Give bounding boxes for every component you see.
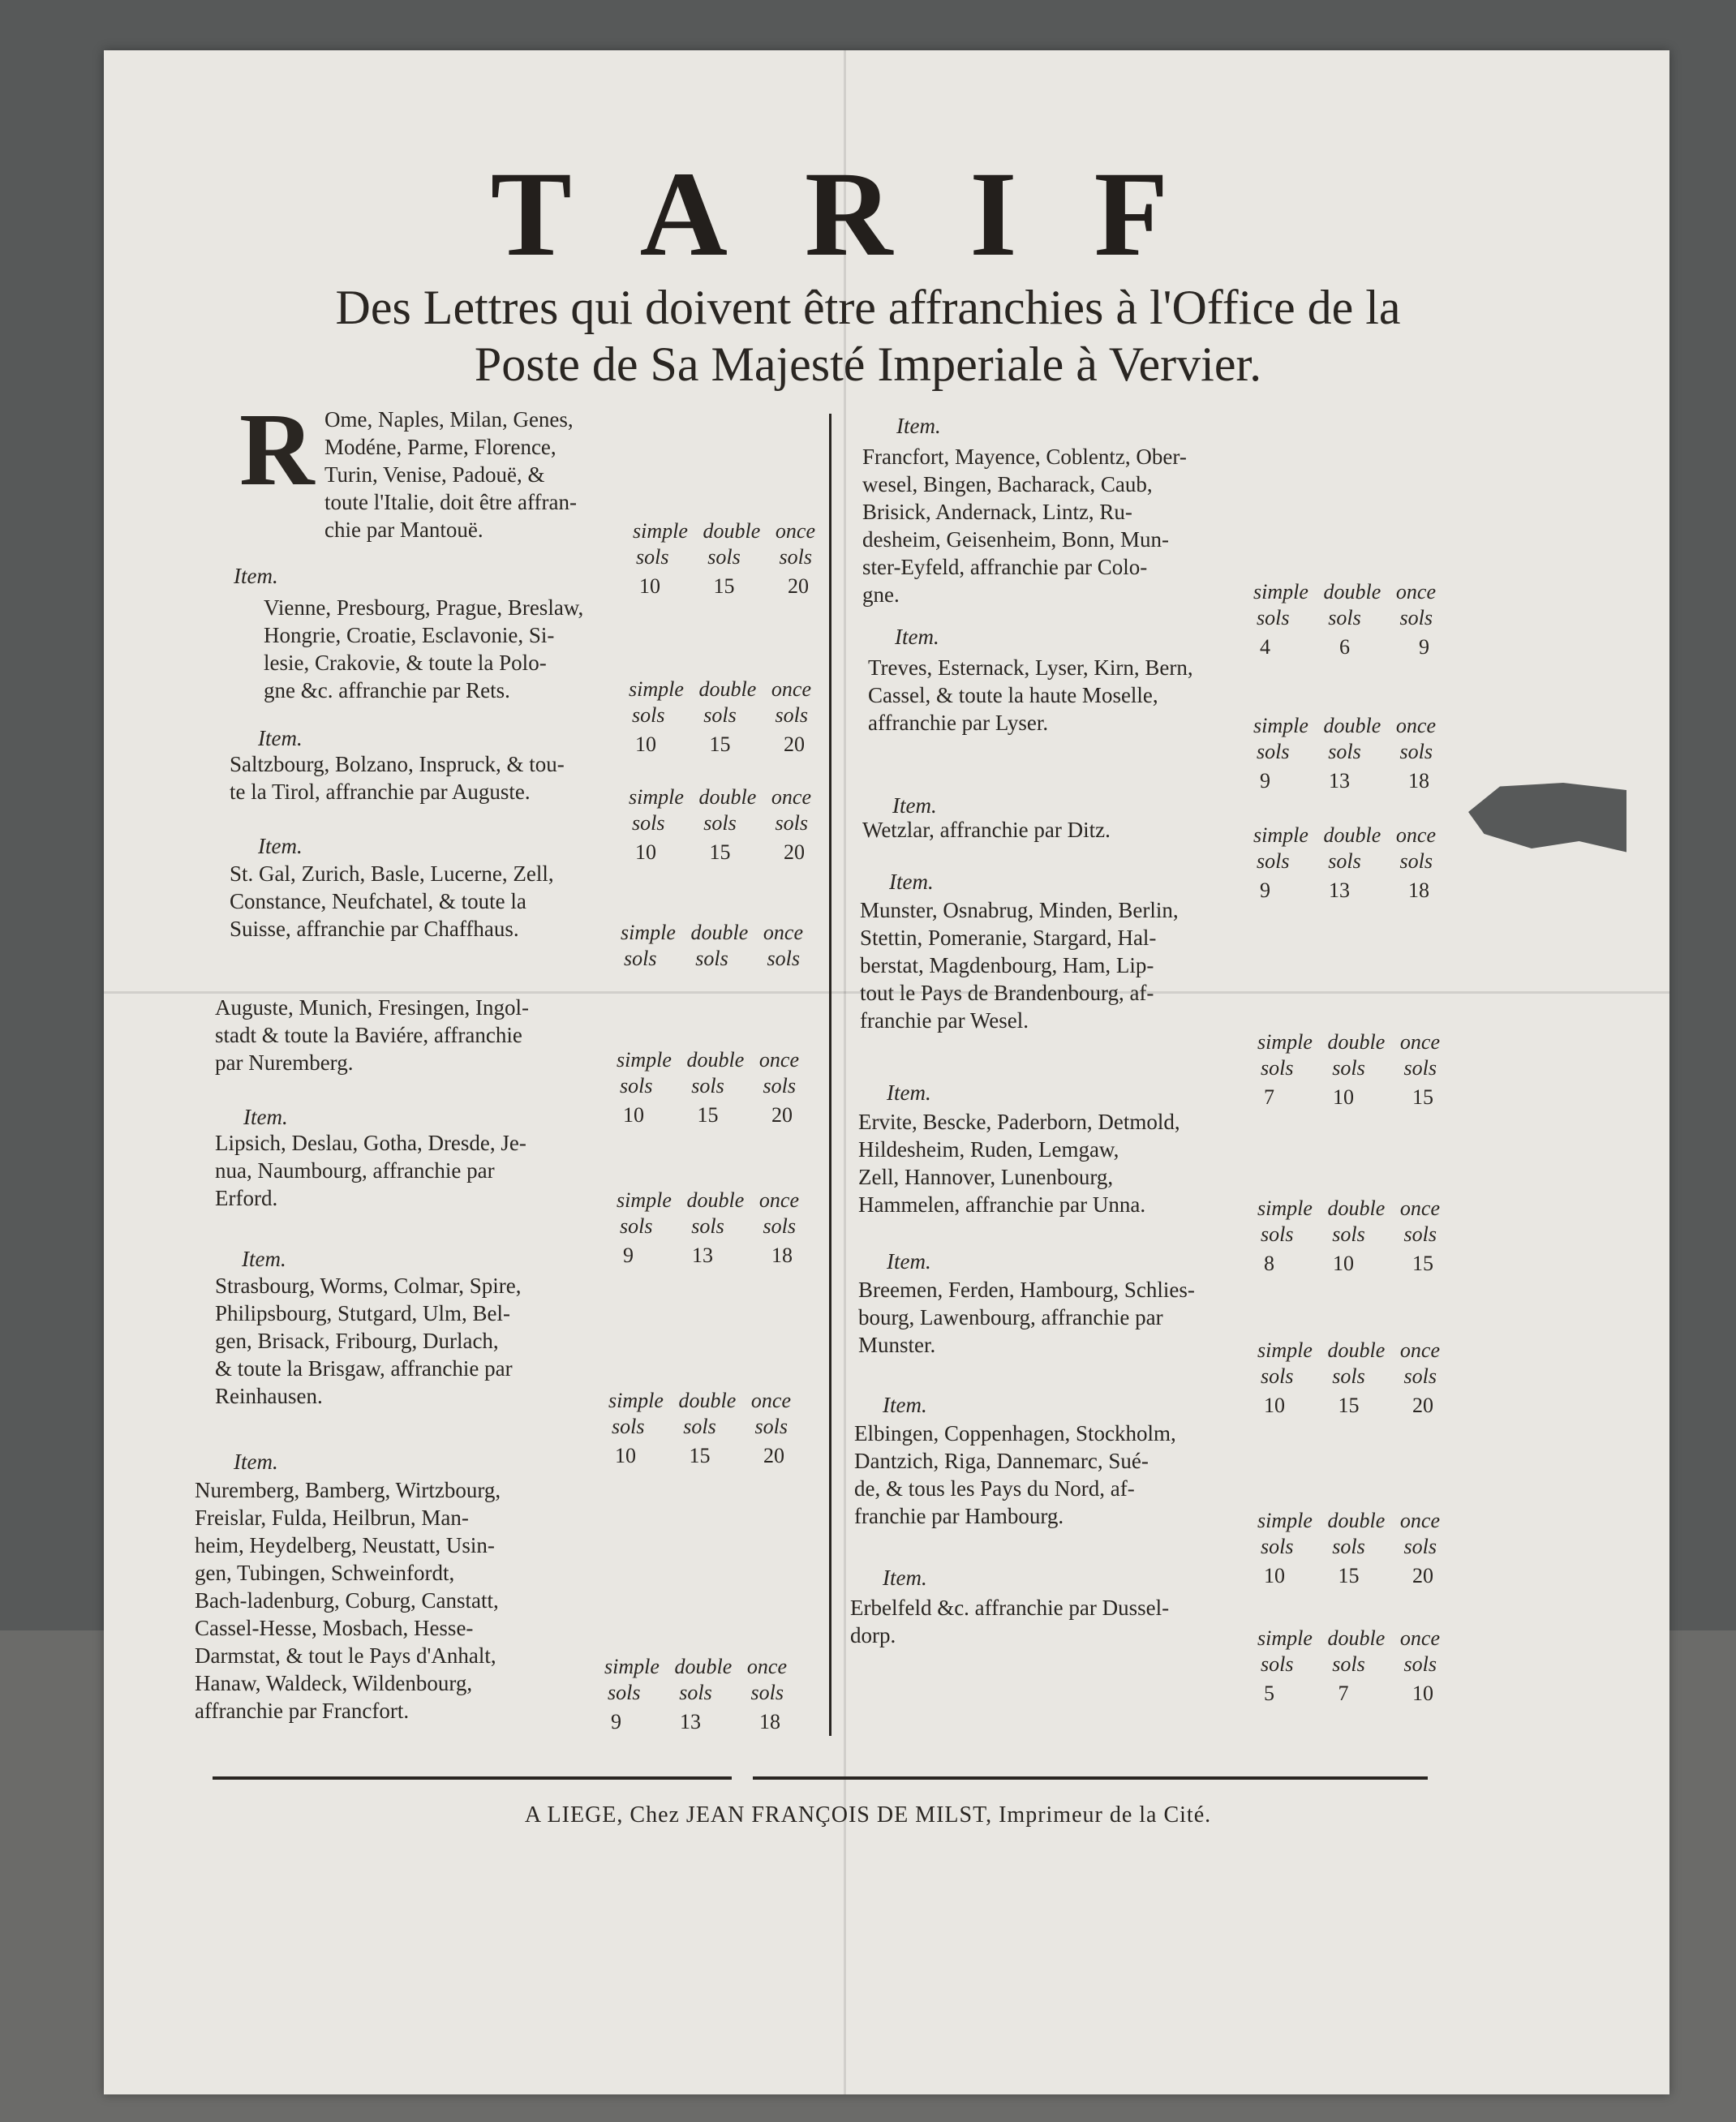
right-item-label: Item.	[887, 1249, 931, 1274]
rate-unit: sols	[683, 1415, 716, 1438]
rate-header-double: double	[698, 677, 757, 701]
rate-header-double: double	[703, 519, 761, 543]
rate-headers	[1253, 580, 1436, 604]
rate-headers	[604, 1655, 787, 1679]
left-places-text: Auguste, Munich, Fresingen, Ingol- stadt & toute la Baviére, affranchie par Nuremberg.	[215, 995, 529, 1075]
rate-headers	[617, 1048, 799, 1072]
rate-unit: sols	[1328, 849, 1361, 873]
rate-double: 15	[1338, 1394, 1360, 1417]
right-rate-block	[1253, 580, 1436, 659]
rate-header-double: double	[1323, 714, 1381, 737]
rate-double: 7	[1338, 1682, 1349, 1705]
rate-unit: sols	[679, 1681, 712, 1704]
left-rate-block	[621, 921, 803, 976]
right-places-text: Wetzlar, affranchie par Ditz.	[862, 818, 1111, 842]
rate-once: 18	[771, 1244, 793, 1267]
rate-unit: sols	[1257, 740, 1290, 763]
rate-once: 18	[1408, 878, 1429, 902]
page-title: TARIF	[490, 147, 1246, 281]
rate-once: 18	[759, 1710, 780, 1733]
rate-headers	[617, 1188, 799, 1213]
rate-headers	[1257, 1626, 1440, 1651]
rate-header-double: double	[686, 1188, 745, 1212]
rate-header-once: once	[1395, 823, 1436, 847]
rate-header-double: double	[686, 1048, 745, 1072]
rate-units	[617, 1074, 799, 1098]
rate-values	[1257, 1682, 1440, 1706]
rate-header-once: once	[746, 1655, 787, 1678]
right-places-text: Breemen, Ferden, Hambourg, Schlies- bourg, Lawenbourg, affranchie par Munster.	[858, 1278, 1195, 1357]
rate-once: 20	[784, 840, 805, 864]
rate-header-double: double	[690, 921, 749, 944]
rate-values	[633, 574, 815, 599]
rate-unit: sols	[1261, 1364, 1294, 1388]
rate-headers	[1253, 823, 1436, 848]
rate-unit: sols	[620, 1214, 653, 1238]
subtitle-line-1: Des Lettres qui doivent être affranchies à l'Office de la	[335, 281, 1401, 334]
rate-header-once: once	[1395, 714, 1436, 737]
rate-values	[1253, 635, 1436, 659]
rate-values	[604, 1710, 787, 1734]
right-item-label: Item.	[892, 793, 937, 818]
rate-once: 15	[1412, 1085, 1433, 1109]
rate-unit: sols	[691, 1214, 724, 1238]
rate-double: 6	[1339, 635, 1350, 659]
rate-values	[629, 840, 811, 865]
rate-simple: 9	[623, 1244, 634, 1267]
rate-headers	[1257, 1196, 1440, 1221]
rate-once: 20	[1412, 1564, 1433, 1587]
rate-header-simple: simple	[604, 1655, 660, 1678]
rate-simple: 9	[1260, 878, 1270, 902]
rate-header-simple: simple	[1257, 1196, 1313, 1220]
rate-header-double: double	[1323, 823, 1381, 847]
rate-unit: sols	[1257, 606, 1290, 629]
rate-header-simple: simple	[1257, 1338, 1313, 1362]
rate-values	[1257, 1564, 1440, 1588]
rate-header-double: double	[1327, 1509, 1386, 1532]
rate-unit: sols	[754, 1415, 788, 1438]
rate-header-double: double	[678, 1389, 737, 1412]
rate-values	[1257, 1252, 1440, 1276]
rate-unit: sols	[1261, 1652, 1294, 1676]
rate-unit: sols	[779, 545, 812, 569]
rate-double: 13	[680, 1710, 701, 1733]
rate-headers	[1257, 1338, 1440, 1363]
rate-unit: sols	[1403, 1222, 1437, 1246]
rate-values	[629, 732, 811, 757]
left-item-label: Item.	[258, 726, 303, 750]
left-item-label: Item.	[234, 564, 278, 588]
left-places-text: St. Gal, Zurich, Basle, Lucerne, Zell, Constance, Neufchatel, & toute la Suisse, affranchie par Chaffhaus.	[230, 861, 554, 941]
right-places-text: Francfort, Mayence, Coblentz, Ober- wesel, Bingen, Bacharack, Caub, Brisick, Andernack, Lintz, Ru- desheim, Geisenheim, Bonn, Mun- ster-Eyfeld, affranchie par Colo- gne.	[862, 445, 1187, 607]
rate-double: 10	[1333, 1085, 1354, 1109]
rate-unit: sols	[750, 1681, 784, 1704]
rate-simple: 10	[623, 1103, 644, 1127]
left-item-label: Item.	[242, 1247, 286, 1271]
left-places-text: Strasbourg, Worms, Colmar, Spire, Philipsbourg, Stutgard, Ulm, Bel- gen, Brisack, Fribourg, Durlach, & toute la Brisgaw, affranchie par Reinhausen.	[215, 1274, 522, 1408]
rate-units	[604, 1681, 787, 1705]
rate-unit: sols	[703, 811, 737, 835]
rate-unit: sols	[1332, 1535, 1365, 1558]
rate-double: 13	[692, 1244, 713, 1267]
rate-headers	[1253, 714, 1436, 738]
rate-unit: sols	[1403, 1535, 1437, 1558]
rate-header-simple: simple	[1257, 1509, 1313, 1532]
rate-unit: sols	[1399, 740, 1433, 763]
rate-once: 15	[1412, 1252, 1433, 1275]
right-rate-block	[1257, 1509, 1440, 1588]
right-places-text: Erbelfeld &c. affranchie par Dussel- dorp.	[850, 1596, 1170, 1647]
rate-simple: 7	[1264, 1085, 1274, 1109]
right-rate-block	[1257, 1338, 1440, 1418]
rate-header-simple: simple	[629, 785, 684, 809]
rate-header-simple: simple	[617, 1188, 672, 1212]
rate-unit: sols	[1261, 1222, 1294, 1246]
rate-units	[629, 811, 811, 835]
printer-imprint: A LIEGE, Chez JEAN FRANÇOIS DE MILST, Imprimeur de la Cité.	[524, 1802, 1212, 1828]
rate-header-once: once	[1399, 1626, 1440, 1650]
rate-header-once: once	[1399, 1338, 1440, 1362]
rate-simple: 4	[1260, 635, 1270, 659]
rate-double: 15	[713, 574, 735, 598]
drop-cap: R	[239, 392, 315, 507]
left-rate-block	[604, 1655, 787, 1734]
rate-values	[1257, 1394, 1440, 1418]
rate-simple: 9	[611, 1710, 621, 1733]
rate-simple: 10	[635, 732, 656, 756]
rate-header-simple: simple	[621, 921, 676, 944]
rate-double: 15	[697, 1103, 719, 1127]
rate-header-once: once	[771, 677, 811, 701]
rate-unit: sols	[636, 545, 669, 569]
right-item-label: Item.	[895, 625, 939, 649]
left-rate-block	[608, 1389, 791, 1468]
right-rate-block	[1253, 823, 1436, 903]
rate-simple: 8	[1264, 1252, 1274, 1275]
rate-values	[617, 1103, 799, 1128]
rate-unit: sols	[1403, 1364, 1437, 1388]
rate-header-once: once	[758, 1048, 799, 1072]
rate-unit: sols	[767, 947, 800, 970]
footer-rule-right	[753, 1776, 1428, 1780]
rate-once: 18	[1408, 769, 1429, 793]
subtitle-line-2: Poste de Sa Majesté Imperiale à Vervier.	[474, 337, 1262, 391]
rate-unit: sols	[703, 703, 737, 727]
rate-units	[1253, 849, 1436, 874]
rate-once: 20	[1412, 1394, 1433, 1417]
right-item-label: Item.	[896, 414, 941, 438]
rate-headers	[629, 785, 811, 810]
rate-units	[1253, 740, 1436, 764]
left-item-label: Item.	[234, 1450, 278, 1474]
rate-unit: sols	[632, 703, 665, 727]
rate-double: 15	[709, 732, 731, 756]
rate-header-double: double	[674, 1655, 733, 1678]
rate-unit: sols	[775, 703, 808, 727]
rate-unit: sols	[608, 1681, 641, 1704]
rate-unit: sols	[624, 947, 657, 970]
rate-once: 9	[1419, 635, 1429, 659]
left-column-rule	[829, 414, 831, 1736]
rate-header-double: double	[1327, 1338, 1386, 1362]
right-item-label: Item.	[883, 1566, 927, 1590]
rate-once: 20	[788, 574, 809, 598]
rate-units	[1257, 1056, 1440, 1080]
rate-headers	[633, 519, 815, 543]
left-places-text: Nuremberg, Bamberg, Wirtzbourg, Freislar, Fulda, Heilbrun, Man- heim, Heydelberg, Neustatt, Usin- gen, Tubingen, Schweinfordt, Bach-ladenburg, Coburg, Canstatt, Cassel-Hesse, Mosbach, Hesse- Darmstat, & tout le Pays d'Anhalt, Hanaw, Waldeck, Wildenbourg, affranchie par Francfort.	[195, 1478, 501, 1723]
rate-double: 13	[1329, 878, 1350, 902]
rate-unit: sols	[1332, 1652, 1365, 1676]
right-item-label: Item.	[887, 1080, 931, 1105]
rate-unit: sols	[1257, 849, 1290, 873]
rate-header-once: once	[758, 1188, 799, 1212]
rate-unit: sols	[1332, 1222, 1365, 1246]
rate-values	[1253, 878, 1436, 903]
rate-header-simple: simple	[629, 677, 684, 701]
rate-headers	[621, 921, 803, 945]
footer-rule-left	[213, 1776, 732, 1780]
rate-once: 10	[1412, 1682, 1433, 1705]
rate-header-simple: simple	[617, 1048, 672, 1072]
right-places-text: Treves, Esternack, Lyser, Kirn, Bern, Cassel, & toute la haute Moselle, affranchie par Lyser.	[868, 655, 1193, 735]
rate-header-double: double	[1323, 580, 1381, 604]
left-places-text: Ome, Naples, Milan, Genes, Modéne, Parme, Florence, Turin, Venise, Padouë, & toute l'Italie, doit être affran- chie par Mantouë.	[324, 407, 577, 542]
right-places-text: Ervite, Bescke, Paderborn, Detmold, Hildesheim, Ruden, Lemgaw, Zell, Hannover, Lunenbourg, Hammelen, affranchie par Unna.	[858, 1110, 1180, 1217]
left-rate-block	[629, 785, 811, 865]
left-places-text: Saltzbourg, Bolzano, Inspruck, & tou- te la Tirol, affranchie par Auguste.	[230, 752, 565, 804]
rate-unit: sols	[612, 1415, 645, 1438]
rate-unit: sols	[1399, 849, 1433, 873]
rate-units	[1253, 606, 1436, 630]
rate-unit: sols	[707, 545, 741, 569]
rate-unit: sols	[1399, 606, 1433, 629]
left-places-text: Vienne, Presbourg, Prague, Breslaw, Hongrie, Croatie, Esclavonie, Si- lesie, Crakovie, & toute la Polo- gne &c. affranchie par Rets.	[264, 595, 584, 702]
rate-double: 15	[689, 1444, 711, 1467]
rate-header-simple: simple	[1257, 1030, 1313, 1054]
rate-units	[608, 1415, 791, 1439]
rate-simple: 5	[1264, 1682, 1274, 1705]
right-places-text: Munster, Osnabrug, Minden, Berlin, Stettin, Pomeranie, Stargard, Hal- berstat, Magdenbourg, Ham, Lip- tout le Pays de Brandenbourg, af- franchie par Wesel.	[860, 898, 1179, 1033]
right-rate-block	[1253, 714, 1436, 793]
rate-header-double: double	[698, 785, 757, 809]
rate-values	[617, 1244, 799, 1268]
right-rate-block	[1257, 1030, 1440, 1110]
rate-unit: sols	[632, 811, 665, 835]
right-item-label: Item.	[883, 1393, 927, 1417]
left-rate-block	[633, 519, 815, 599]
left-places-text: Lipsich, Deslau, Gotha, Dresde, Je- nua, Naumbourg, affranchie par Erford.	[215, 1131, 526, 1210]
rate-once: 20	[784, 732, 805, 756]
right-places-text: Elbingen, Coppenhagen, Stockholm, Dantzich, Riga, Dannemarc, Sué- de, & tous les Pays du Nord, af- franchie par Hambourg.	[854, 1421, 1176, 1528]
rate-unit: sols	[691, 1074, 724, 1098]
rate-unit: sols	[1403, 1652, 1437, 1676]
rate-header-double: double	[1327, 1196, 1386, 1220]
rate-unit: sols	[1403, 1056, 1437, 1080]
rate-header-once: once	[1399, 1030, 1440, 1054]
rate-header-simple: simple	[1253, 580, 1308, 604]
rate-units	[1257, 1364, 1440, 1389]
rate-simple: 9	[1260, 769, 1270, 793]
rate-headers	[1257, 1509, 1440, 1533]
rate-header-once: once	[1399, 1509, 1440, 1532]
rate-header-simple: simple	[1253, 714, 1308, 737]
rate-header-double: double	[1327, 1030, 1386, 1054]
rate-header-simple: simple	[1253, 823, 1308, 847]
rate-unit: sols	[763, 1214, 796, 1238]
rate-values	[608, 1444, 791, 1468]
rate-headers	[629, 677, 811, 702]
rate-double: 13	[1329, 769, 1350, 793]
rate-header-simple: simple	[1257, 1626, 1313, 1650]
rate-unit: sols	[1328, 740, 1361, 763]
rate-simple: 10	[1264, 1394, 1285, 1417]
rate-simple: 10	[1264, 1564, 1285, 1587]
rate-header-once: once	[1399, 1196, 1440, 1220]
rate-unit: sols	[775, 811, 808, 835]
rate-header-simple: simple	[608, 1389, 664, 1412]
rate-unit: sols	[1328, 606, 1361, 629]
rate-double: 15	[1338, 1564, 1360, 1587]
rate-units	[1257, 1652, 1440, 1677]
rate-unit: sols	[695, 947, 728, 970]
rate-header-once: once	[775, 519, 815, 543]
rate-unit: sols	[1261, 1056, 1294, 1080]
left-item-label: Item.	[258, 834, 303, 858]
right-item-label: Item.	[889, 870, 934, 894]
rate-header-once: once	[763, 921, 803, 944]
left-rate-block	[617, 1188, 799, 1268]
rate-header-once: once	[1395, 580, 1436, 604]
rate-double: 15	[709, 840, 731, 864]
rate-units	[1257, 1535, 1440, 1559]
rate-headers	[1257, 1030, 1440, 1055]
rate-header-once: once	[750, 1389, 791, 1412]
rate-units	[633, 545, 815, 569]
right-rate-block	[1257, 1196, 1440, 1276]
left-item-label: Item.	[243, 1105, 288, 1129]
rate-values	[1257, 1085, 1440, 1110]
rate-unit: sols	[1332, 1364, 1365, 1388]
rate-unit: sols	[1261, 1535, 1294, 1558]
rate-once: 20	[763, 1444, 784, 1467]
rate-units	[1257, 1222, 1440, 1247]
rate-simple: 10	[635, 840, 656, 864]
rate-units	[629, 703, 811, 728]
rate-unit: sols	[763, 1074, 796, 1098]
left-rate-block	[617, 1048, 799, 1128]
rate-headers	[608, 1389, 791, 1413]
rate-header-double: double	[1327, 1626, 1386, 1650]
right-rate-block	[1257, 1626, 1440, 1706]
rate-values	[1253, 769, 1436, 793]
rate-simple: 10	[639, 574, 660, 598]
rate-header-simple: simple	[633, 519, 688, 543]
rate-units	[617, 1214, 799, 1239]
rate-units	[621, 947, 803, 971]
rate-simple: 10	[615, 1444, 636, 1467]
left-rate-block	[629, 677, 811, 757]
rate-header-once: once	[771, 785, 811, 809]
rate-unit: sols	[620, 1074, 653, 1098]
rate-once: 20	[771, 1103, 793, 1127]
rate-double: 10	[1333, 1252, 1354, 1275]
rate-unit: sols	[1332, 1056, 1365, 1080]
